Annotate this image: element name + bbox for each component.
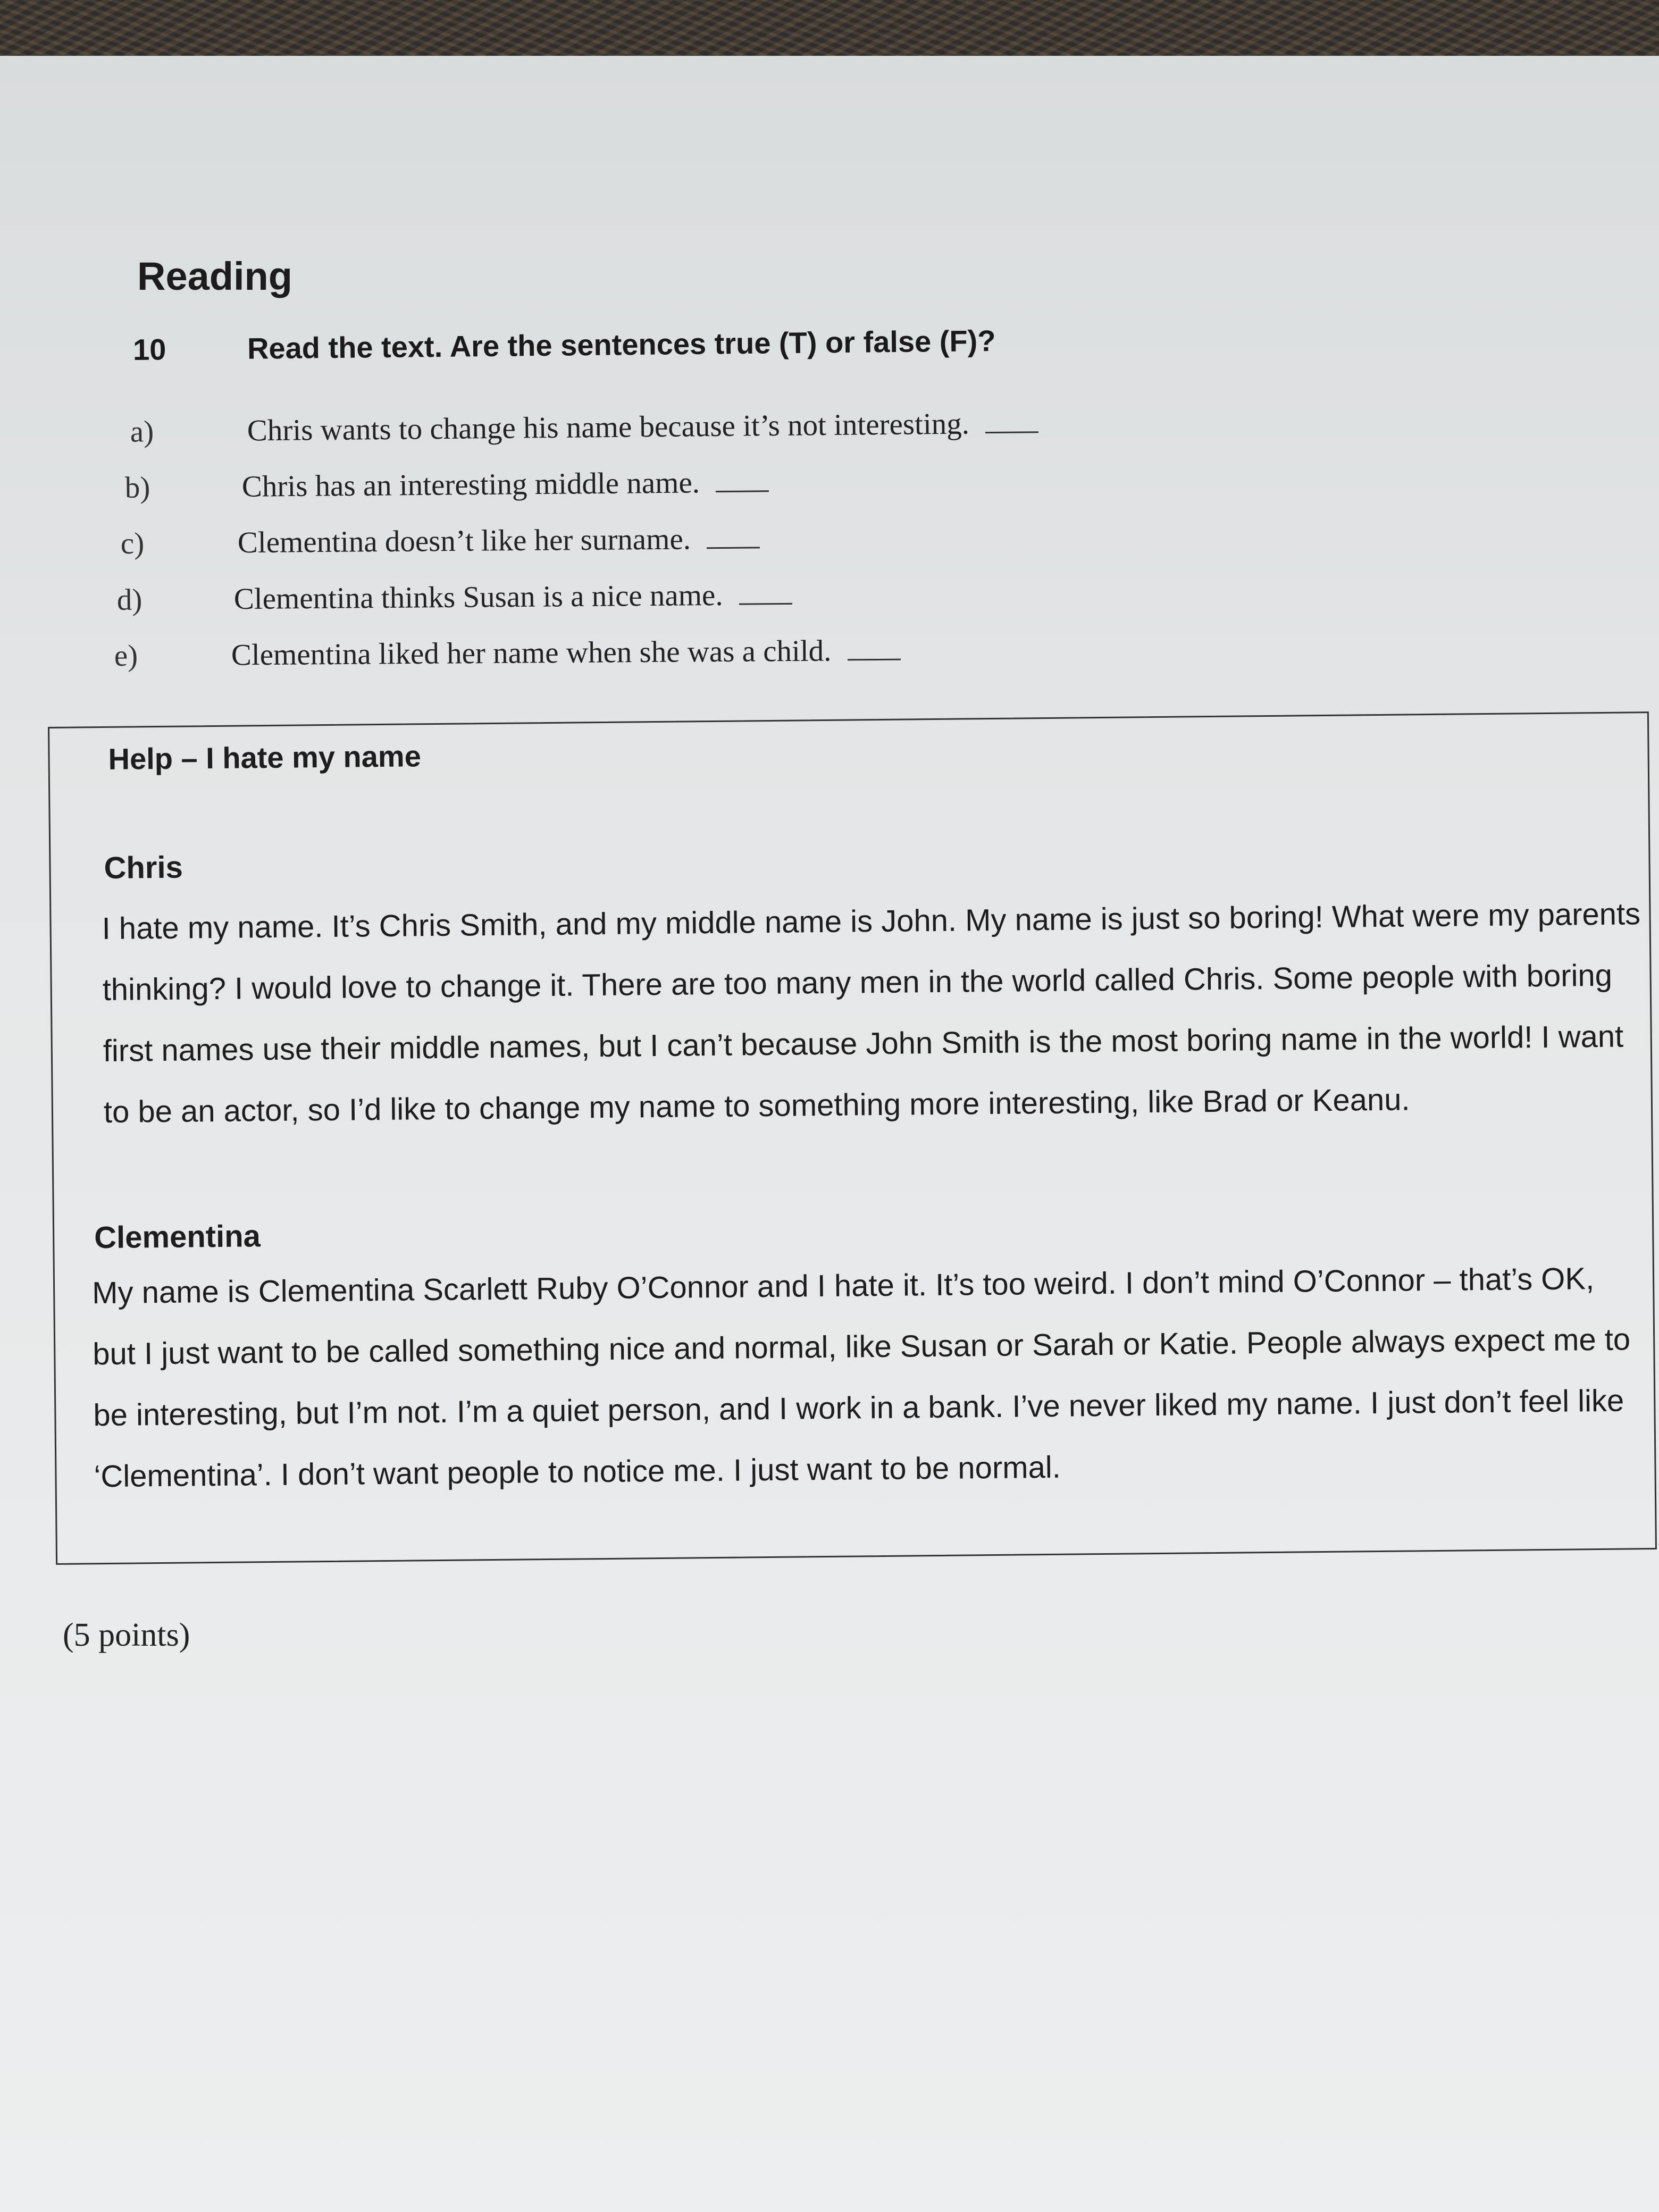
question-a <box>130 404 1194 471</box>
question-e <box>114 631 1178 695</box>
instruction-text: Read the text. Are the sentences true (T) or false (F)? <box>247 324 996 365</box>
question-list <box>114 409 1178 691</box>
answer-blank[interactable] <box>985 426 1038 433</box>
reading-text-box <box>48 711 1657 1565</box>
question-letter: c) <box>120 526 145 560</box>
answer-blank[interactable] <box>707 541 760 549</box>
worksheet-page <box>0 56 1659 2212</box>
exercise-instruction <box>133 321 1197 367</box>
answer-blank[interactable] <box>847 653 900 661</box>
question-text: Clementina doesn’t like her surname. <box>237 522 691 560</box>
section-title: Reading <box>137 254 292 298</box>
question-d <box>117 574 1181 639</box>
question-text: Clementina thinks Susan is a nice name. <box>233 578 723 616</box>
clementina-heading: Clementina <box>94 1219 261 1255</box>
text-box-title: Help – I hate my name <box>108 739 422 776</box>
clementina-paragraph: My name is Clementina Scarlett Ruby O’Connor and I hate it. It’s too weird. I don’t mind O’Connor – that’s OK, but I just want to be called something nice and normal, like Susan or Sarah or Katie. People always expect me to be interesting, but I’m not. I’m a quiet person, and I work in a bank. I’ve never liked my name. I just don’t feel like ‘Clementina’. I don’t want people to notice me. I just want to be normal. <box>91 1261 1631 1494</box>
question-letter: a) <box>130 415 154 449</box>
question-b <box>125 461 1189 526</box>
answer-blank[interactable] <box>739 598 792 605</box>
exercise-number: 10 <box>132 332 166 366</box>
question-c <box>121 518 1185 583</box>
question-letter: e) <box>114 639 138 673</box>
question-letter: b) <box>124 471 150 505</box>
chris-heading: Chris <box>104 850 183 885</box>
chris-paragraph: I hate my name. It’s Chris Smith, and my middle name is John. My name is just so boring! What were my parents thinking? I would love to change it. There are too many men in the world called Chris. Some people with boring first names use their middle names, but I can’t because John Smith is the most boring name in the world! I want to be an actor, so I’d like to change my name to something more interesting, like Brad or Keanu. <box>102 896 1641 1130</box>
question-text: Chris wants to change his name because it’s not interesting. <box>247 407 970 448</box>
answer-blank[interactable] <box>716 485 769 492</box>
question-letter: d) <box>116 583 143 617</box>
question-text: Clementina liked her name when she was a child. <box>231 634 832 672</box>
question-text: Chris has an interesting middle name. <box>241 466 700 504</box>
points-label: (5 points) <box>63 1617 190 1653</box>
